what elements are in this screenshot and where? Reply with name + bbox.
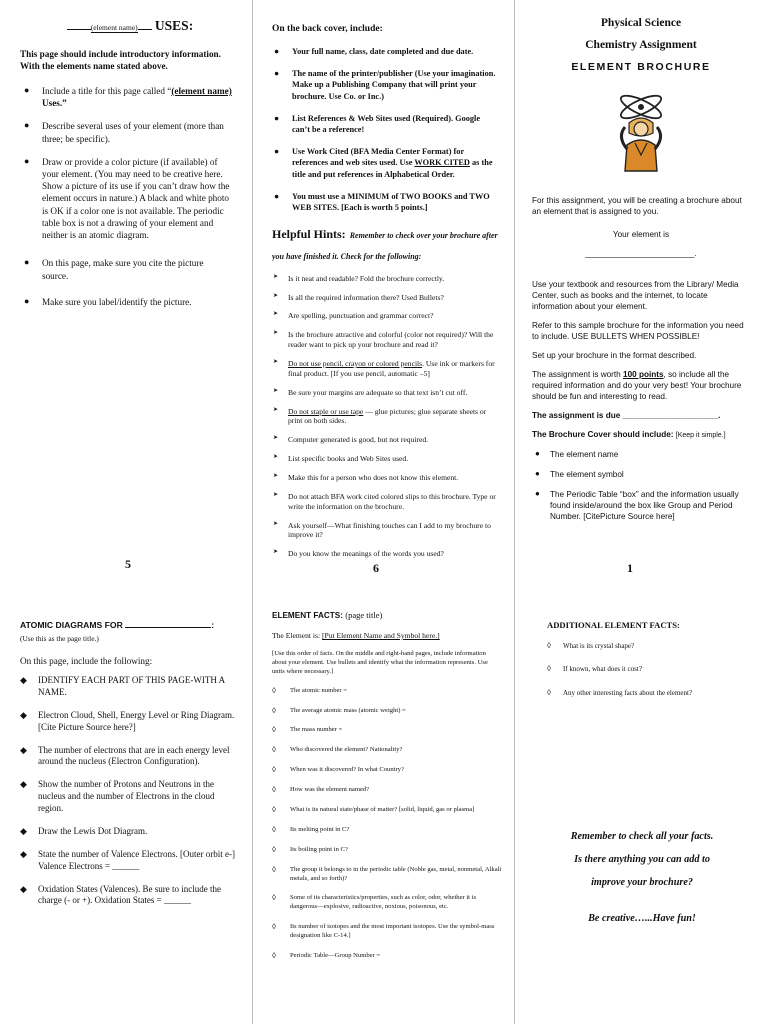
- list-item: ● The element name: [535, 448, 619, 459]
- diamond-bullet-icon: ◆: [20, 779, 27, 790]
- list-item: ◆ Draw the Lewis Dot Diagram.: [20, 825, 148, 836]
- bullet-icon: ●: [274, 46, 280, 56]
- list-item: ◊ Who discovered the element? Nationality?: [272, 745, 403, 755]
- hints-list: [272, 274, 500, 559]
- diamond-outline-icon: ◊: [272, 864, 276, 874]
- list-item: ◆ Oxidation States (Valences). Be sure to include the charge (- or +). Oxidation States = ______: [20, 883, 221, 906]
- list-item: ◊ Periodic Table—Group Number =: [272, 951, 381, 961]
- cover-paragraph: For this assignment, you will be creating a brochure about an element that is assigned to you.: [532, 195, 742, 216]
- atomic-list: [20, 675, 235, 907]
- page-number-1: 1: [627, 561, 633, 575]
- list-item: ◊ How was the element named?: [272, 785, 370, 795]
- list-item: ● Include a title for this page called “(element name) Uses.”: [24, 84, 232, 109]
- arrow-bullet-icon: ➤: [273, 406, 279, 413]
- cover-paragraph: Refer to this sample brochure for the information you need to include. USE BULLETS WHEN POSSIBLE!: [532, 320, 744, 341]
- diamond-bullet-icon: ◆: [20, 709, 27, 720]
- list-item: ● You must use a MINIMUM of TWO BOOKS and TWO WEB SITES. [Each is worth 5 points.]: [274, 190, 490, 212]
- cover-element-label: Your element is: [612, 229, 670, 239]
- list-item: ◊ The group it belongs to in the periodic table (Noble gas, metal, nonmetal, Alkali metals, and so forth)?: [272, 864, 502, 882]
- additional-facts-list: [532, 642, 752, 698]
- list-item: ● Make sure you label/identify the picture.: [24, 295, 192, 307]
- page-number-5: 5: [125, 557, 131, 571]
- diamond-outline-icon: ◊: [272, 745, 276, 755]
- list-item: ◊ Some of its characteristics/properties, such as color, odor, whether it is dangerous—explosive, radioactive, noxious, poisonous, etc.: [272, 893, 477, 911]
- diamond-outline-icon: ◊: [272, 844, 276, 854]
- list-item: ● Describe several uses of your element (more than three; be specific).: [24, 120, 224, 144]
- helpful-hints-heading: Helpful Hints: Remember to check over your brochure after you have finished it. Check for the following:: [272, 227, 498, 261]
- arrow-bullet-icon: ➤: [273, 491, 279, 498]
- list-item: ➤ Are spelling, punctuation and grammar correct?: [273, 311, 434, 321]
- list-item: ◊ If known, what does it cost?: [547, 664, 642, 674]
- uses-panel: [20, 18, 232, 578]
- list-item: ◊ Its number of isotopes and the most important isotopes. Use the symbol-mass designation like C-14.]: [272, 922, 495, 940]
- list-item: ◊ When was it discovered? In what Country?: [272, 765, 404, 775]
- list-item: ◆ Electron Cloud, Shell, Energy Level or Ring Diagram. [Cite Picture Source here?]: [20, 709, 235, 732]
- list-item: ● The name of the printer/publisher (Use your imagination. Make up a Publishing Company that will print your brochure. Use Co. or Inc.): [274, 68, 496, 101]
- arrow-bullet-icon: ➤: [273, 435, 279, 442]
- diamond-bullet-icon: ◆: [20, 848, 27, 859]
- cover-label: The Brochure Cover should include: [Keep it simple.]: [532, 430, 726, 440]
- diamond-outline-icon: ◊: [272, 805, 276, 815]
- list-item: ➤ Is all the required information there? Used Bullets?: [273, 292, 444, 302]
- diamond-outline-icon: ◊: [547, 687, 551, 697]
- bullet-icon: ●: [535, 468, 540, 478]
- list-item: ➤ Is the brochure attractive and colorful (color not required)? Will the reader want to pick up your brochure and read it?: [273, 330, 494, 350]
- bullet-icon: ●: [24, 155, 30, 166]
- arrow-bullet-icon: ➤: [273, 311, 279, 318]
- diamond-outline-icon: ◊: [272, 685, 276, 695]
- cover-due-date: The assignment is due _____________________.: [532, 411, 721, 421]
- list-item: ◊ The atomic number =: [272, 685, 347, 695]
- arrow-bullet-icon: ➤: [273, 549, 279, 556]
- bullet-icon: ●: [274, 68, 280, 79]
- diamond-bullet-icon: ◆: [20, 825, 27, 836]
- facts-title: ELEMENT FACTS: (page title): [272, 610, 383, 620]
- list-item: ● Draw or provide a color picture (if available) of your element. (You may need to be creative here. Show a picture of its use if you can’t draw how the element occurs in nature.) A black and white photo is OK if a color one is not available. The periodic table box is not a drawing of your element and neither is an atomic diagram.: [24, 155, 230, 241]
- bullet-icon: ●: [535, 488, 540, 498]
- bullet-icon: ●: [24, 257, 30, 268]
- list-item: ➤ Do not attach BFA work cited colored slips to this brochure. Type or write the information on the brochure.: [273, 491, 496, 511]
- arrow-bullet-icon: ➤: [273, 330, 279, 337]
- list-item: ● On this page, make sure you cite the picture source.: [24, 257, 204, 281]
- back-cover-title: On the back cover, include:: [272, 24, 383, 34]
- list-item: ◊ Its boiling point in C?: [272, 844, 348, 854]
- arrow-bullet-icon: ➤: [273, 273, 279, 280]
- arrow-bullet-icon: ➤: [273, 454, 279, 461]
- list-item: ● The element symbol: [535, 468, 624, 479]
- diamond-outline-icon: ◊: [272, 765, 276, 775]
- diamond-outline-icon: ◊: [547, 641, 551, 650]
- diamond-outline-icon: ◊: [272, 725, 276, 735]
- atomic-diagrams-panel: [20, 620, 235, 1020]
- back-cover-list: [272, 46, 500, 213]
- bullet-icon: ●: [24, 295, 30, 306]
- closing-have-fun: Be creative…...Have fun!: [588, 913, 696, 925]
- cover-paragraph: Set up your brochure in the format described.: [532, 351, 697, 361]
- uses-title: [28, 18, 232, 34]
- list-item: ➤ Make this for a person who does not know this element.: [273, 472, 459, 482]
- additional-facts-panel: [532, 620, 752, 1024]
- closing-reminder: Remember to check all your facts. Is there anything you can add to improve your brochure?: [570, 831, 714, 889]
- facts-note: [Use this order of facts. On the middle and right-hand pages, include information about your element. Use bullets and identify what the information represents. Use units where necessary.]: [272, 650, 488, 675]
- diamond-bullet-icon: ◆: [20, 675, 27, 685]
- back-cover-panel: [272, 24, 500, 584]
- list-item: ● Your full name, class, date completed and due date.: [274, 46, 474, 56]
- arrow-bullet-icon: ➤: [273, 520, 279, 527]
- atomic-title: ATOMIC DIAGRAMS FOR :: [20, 620, 215, 630]
- cover-points: The assignment is worth 100 points, so include all the required information and do your very best! Your brochure should be fun and interesting to read.: [532, 370, 742, 402]
- list-item: ◊ The average atomic mass (atomic weight) =: [272, 705, 406, 715]
- diamond-outline-icon: ◊: [272, 893, 276, 903]
- arrow-bullet-icon: ➤: [273, 358, 279, 365]
- list-item: ◊ What is its natural state/phase of matter? [solid, liquid, gas or plasma]: [272, 805, 475, 815]
- diamond-outline-icon: ◊: [272, 785, 276, 795]
- diamond-outline-icon: ◊: [272, 705, 276, 715]
- facts-element-line: The Element is: [Put Element Name and Symbol here.]: [272, 631, 440, 640]
- uses-title-word: USES:: [154, 18, 194, 33]
- list-item: ● List References & Web Sites used (Required). Google can’t be a reference!: [274, 112, 481, 134]
- list-item: ➤ Be sure your margins are adequate so that text isn’t cut off.: [273, 387, 468, 397]
- scientist-atom-icon: [611, 93, 671, 173]
- list-item: ● The Periodic Table “box” and the information usually found inside/around the box like Group and Period Number. [CitePicture Source here]: [535, 488, 739, 522]
- list-item: ● Use Work Cited (BFA Media Center Format) for references and web sites used. Use WORK CITED as the title and put references in Alphabetical Order.: [274, 146, 493, 179]
- cover-instructions: [532, 195, 750, 523]
- bullet-icon: ●: [24, 120, 30, 131]
- diamond-outline-icon: ◊: [547, 664, 551, 674]
- cover-title: ELEMENT BROCHURE: [571, 61, 711, 73]
- arrow-bullet-icon: ➤: [273, 472, 279, 479]
- fold-line-left: [252, 0, 253, 1024]
- atomic-lead: On this page, include the following:: [20, 656, 153, 666]
- uses-list: [20, 85, 232, 308]
- diamond-bullet-icon: ◆: [20, 883, 27, 894]
- list-item: ➤ Do not use pencil, crayon or colored pencils. Use ink or markers for final product. [If you use pencil, automatic –5]: [273, 358, 495, 378]
- list-item: ◊ The mass number =: [272, 725, 343, 735]
- facts-list: [272, 687, 502, 961]
- uses-intro: This page should include introductory information. With the elements name stated above.: [20, 49, 221, 72]
- cover-course: Physical Science: [600, 18, 682, 29]
- diamond-outline-icon: ◊: [272, 824, 276, 834]
- list-item: ➤ Do you know the meanings of the words you used?: [273, 549, 444, 559]
- diamond-outline-icon: ◊: [272, 922, 276, 932]
- page-number-6: 6: [373, 561, 379, 575]
- diamond-outline-icon: ◊: [272, 951, 276, 961]
- cover-list: [532, 449, 750, 522]
- cover-paragraph: Use your textbook and resources from the Library/ Media Center, such as books and the internet, to locate information about your element.: [532, 279, 739, 311]
- list-item: ➤ Is it neat and readable? Fold the brochure correctly.: [273, 273, 445, 283]
- list-item: ◆ The number of electrons that are in each energy level around the nucleus (Electron Configuration).: [20, 744, 230, 767]
- bullet-icon: ●: [274, 146, 280, 157]
- bullet-icon: ●: [535, 448, 540, 458]
- additional-facts-title: ADDITIONAL ELEMENT FACTS:: [547, 620, 680, 630]
- bullet-icon: ●: [274, 190, 280, 201]
- bullet-icon: ●: [24, 84, 30, 95]
- cover-assignment: Chemistry Assignment: [585, 38, 697, 51]
- list-item: ◆ Show the number of Protons and Neutrons in the nucleus and the number of Electrons in the cloud region.: [20, 779, 215, 813]
- cover-element-blank: ________________________.: [585, 248, 697, 258]
- element-facts-panel: [272, 610, 502, 1024]
- diamond-bullet-icon: ◆: [20, 744, 27, 755]
- list-item: ◊ Its melting point in C?: [272, 824, 350, 834]
- list-item: ➤ List specific books and Web Sites used.: [273, 454, 409, 464]
- atomic-subtitle: (Use this as the page title.): [20, 634, 99, 643]
- arrow-bullet-icon: ➤: [273, 387, 279, 394]
- list-item: ◆ IDENTIFY EACH PART OF THIS PAGE-WITH A NAME.: [20, 675, 225, 697]
- list-item: ◊ Any other interesting facts about the element?: [547, 687, 693, 697]
- list-item: ➤ Ask yourself—What finishing touches can I add to my brochure to improve it?: [273, 520, 491, 540]
- fold-line-right: [514, 0, 515, 1024]
- arrow-bullet-icon: ➤: [273, 292, 279, 299]
- list-item: ➤ Computer generated is good, but not required.: [273, 435, 429, 445]
- uses-title-element: (element name): [90, 23, 138, 32]
- bullet-icon: ●: [274, 112, 280, 123]
- list-item: ◊ What is its crystal shape?: [547, 641, 635, 650]
- list-item: ➤ Do not staple or use tape — glue pictures; glue separate sheets or print on both sides.: [273, 406, 487, 426]
- list-item: ◆ State the number of Valence Electrons. [Outer orbit e-] Valence Electrons = ______: [20, 848, 235, 871]
- cover-panel: [532, 18, 750, 578]
